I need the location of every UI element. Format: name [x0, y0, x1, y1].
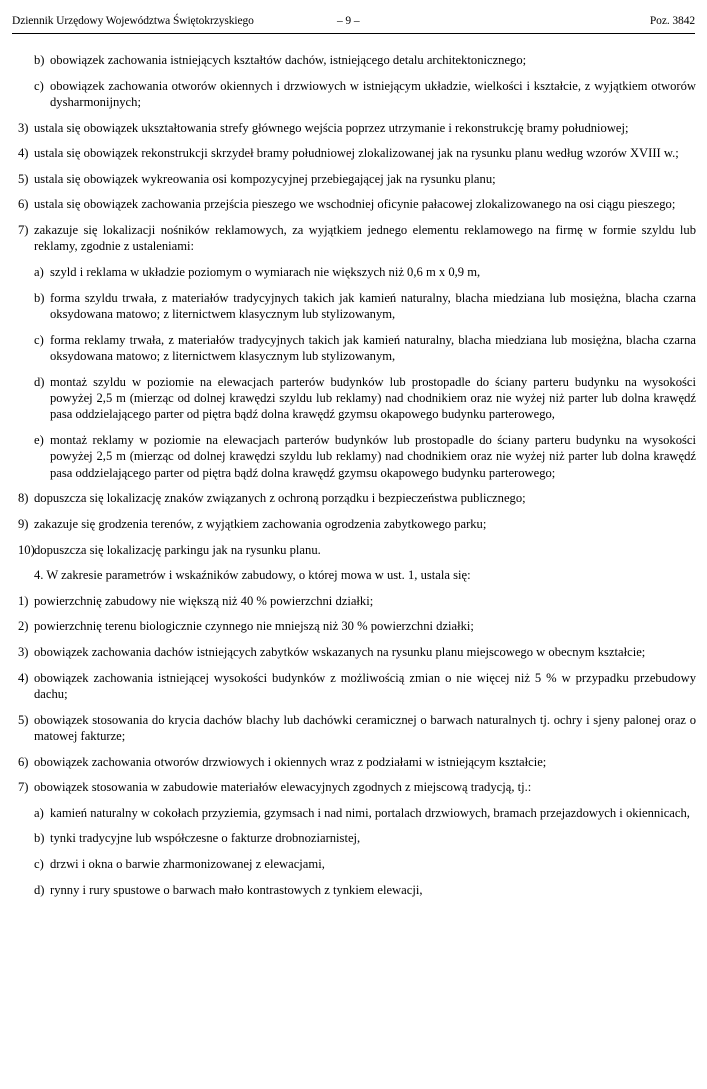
list-item [18, 222, 696, 255]
list-item-text: ustala się obowiązek rekonstrukcji skrzydeł bramy południowej zlokalizowanej jak na rysunku planu według wzorów XVIII w.; [34, 146, 679, 161]
list-marker: c) [34, 856, 44, 871]
list-item [18, 171, 696, 187]
list-item-text: forma reklamy trwała, z materiałów tradycyjnych takich jak kamień naturalny, blacha miedziana lub mosiężna, blacha czarna oksydowana matowo; z liternictwem klasycznym lub stylizowanym, [50, 332, 696, 363]
list-item [18, 856, 696, 872]
list-marker: 8) [18, 491, 29, 506]
list-marker: 1) [18, 593, 29, 608]
list-marker: 5) [18, 171, 29, 186]
header-divider [12, 33, 695, 34]
list-item [18, 290, 696, 323]
list-item [18, 264, 696, 280]
list-item [18, 52, 696, 68]
list-item [18, 516, 696, 532]
list-item [18, 805, 696, 821]
list-marker: 6) [18, 754, 29, 769]
list-marker: d) [34, 374, 45, 389]
list-item-text: kamień naturalny w cokołach przyziemia, gzymsach i nad nimi, portalach drzwiowych, bramach przejazdowych i okiennicach, [50, 805, 690, 820]
list-item [18, 670, 696, 703]
list-marker: 7) [18, 780, 29, 795]
list-item-text: obowiązek zachowania istniejącej wysokości budynków z możliwością zmian o nie więcej niż 5 % w przypadku przebudowy dachu; [34, 670, 696, 701]
list-item-text: ustala się obowiązek zachowania przejścia pieszego we wschodniej oficynie pałacowej zlokalizowanego na osi ciągu pieszego; [34, 197, 676, 212]
list-marker: b) [34, 53, 45, 67]
list-marker: 3) [18, 644, 29, 659]
list-item [18, 542, 696, 558]
list-item-text: ustala się obowiązek wykreowania osi kompozycyjnej przebiegającej jak na rysunku planu; [34, 171, 496, 186]
list-marker: 5) [18, 712, 29, 727]
list-item [18, 196, 696, 212]
list-item [18, 374, 696, 423]
list-marker: 2) [18, 619, 29, 634]
list-marker: a) [34, 264, 44, 279]
list-marker: 6) [18, 197, 29, 212]
list-item-text: obowiązek stosowania w zabudowie materiałów elewacyjnych zgodnych z miejscową tradycją, tj.: [34, 780, 532, 795]
list-item [18, 78, 696, 111]
list-item [18, 593, 696, 609]
list-marker: 9) [18, 516, 29, 531]
list-item-text: obowiązek zachowania otworów drzwiowych i okiennych wraz z podziałami w istniejącym kształcie; [34, 754, 547, 769]
list-item-text: powierzchnię zabudowy nie większą niż 40 % powierzchni działki; [34, 593, 374, 608]
list-item-text: drzwi i okna o barwie zharmonizowanej z elewacjami, [50, 856, 325, 871]
list-item-text: obowiązek zachowania dachów istniejących zabytków wskazanych na rysunku planu miejscowego w obecnym kształcie; [34, 644, 646, 659]
list-marker: c) [34, 332, 44, 347]
list-item-text: montaż reklamy w poziomie na elewacjach parterów budynków lub prostopadle do ściany parteru budynku na wysokości powyżej 2,5 m (mierząc od dolnej krawędzi szyldu lub reklamy) nad chodnikiem oraz nie wyżej niż parter lub dolna krawędź pasa oddzielającego parter od piętra bądź dolna krawędź gzymsu okapowego budynku parterowego; [50, 432, 696, 480]
list-item-text: ustala się obowiązek ukształtowania strefy głównego wejścia poprzez utrzymanie i rekonstrukcję bramy południowej; [34, 120, 629, 135]
list-marker: b) [34, 831, 45, 846]
list-item [18, 882, 696, 898]
list-marker: 4) [18, 670, 29, 685]
list-item-text: tynki tradycyjne lub współczesne o fakturze drobnoziarnistej, [50, 831, 361, 846]
list-marker: e) [34, 432, 44, 447]
list-marker: b) [34, 290, 45, 305]
list-item-text: zakazuje się grodzenia terenów, z wyjątkiem zachowania ogrodzenia zabytkowego parku; [34, 516, 487, 531]
list-item [18, 712, 696, 745]
list-item-text: szyld i reklama w układzie poziomym o wymiarach nie większych niż 0,6 m x 0,9 m, [50, 264, 481, 279]
list-item [18, 830, 696, 846]
list-item-text: obowiązek stosowania do krycia dachów blachy lub dachówki ceramicznej o barwach naturalnych tj. ochry i sjeny palonej oraz o matowej fakturze; [34, 712, 696, 743]
list-marker: 10) [18, 542, 35, 557]
list-item [18, 332, 696, 365]
list-item-text: forma szyldu trwała, z materiałów tradycyjnych takich jak kamień naturalny, blacha miedziana lub mosiężna, blacha czarna oksydowana matowo; z liternictwem klasycznym lub stylizowanym, [50, 290, 696, 321]
list-marker: d) [34, 882, 45, 897]
list-item-text: zakazuje się lokalizacji nośników reklamowych, za wyjątkiem jednego elementu reklamowego na firmę w formie szyldu lub reklamy, zgodnie z ustaleniami: [34, 222, 696, 254]
page-number: – 9 – [337, 15, 360, 27]
list-item-text: powierzchnię terenu biologicznie czynnego nie mniejszą niż 30 % powierzchni działki; [34, 619, 474, 634]
list-item-text: dopuszcza się lokalizację znaków związanych z ochroną porządku i bezpieczeństwa publicznego; [34, 491, 526, 506]
list-item [18, 432, 696, 481]
list-item [18, 490, 696, 506]
list-item-text: rynny i rury spustowe o barwach mało kontrastowych z tynkiem elewacji, [50, 882, 423, 897]
list-item [18, 618, 696, 634]
list-item [18, 779, 696, 795]
list-item-text: montaż szyldu w poziomie na elewacjach parterów budynków lub prostopadle do ściany parteru budynku na wysokości powyżej 2,5 m (mierząc od dolnej krawędzi szyldu lub reklamy) nad chodnikiem oraz nie wyżej niż parter lub dolna krawędź pasa oddzielającego parter od piętra bądź dolna krawędź gzymsu okapowego budynku parterowego, [50, 374, 696, 422]
list-item [18, 754, 696, 770]
list-marker: 4) [18, 146, 29, 161]
list-item [18, 120, 696, 136]
journal-title: Dziennik Urzędowy Województwa Świętokrzyskiego [12, 15, 254, 27]
list-marker: 3) [18, 120, 29, 135]
list-item-text: obowiązek zachowania istniejących kształtów dachów, istniejącego detalu architektonicznego; [50, 53, 527, 67]
list-item [18, 644, 696, 660]
list-item-text: dopuszcza się lokalizację parkingu jak na rysunku planu. [34, 542, 321, 557]
paragraph: 4. W zakresie parametrów i wskaźników zabudowy, o której mowa w ust. 1, ustala się: [34, 568, 471, 583]
page-header [12, 12, 695, 32]
list-item-text: obowiązek zachowania otworów okiennych i drzwiowych w istniejącym układzie, wielkości i kształcie, z wyjątkiem otworów dysharmonijnych; [50, 78, 696, 109]
list-marker: c) [34, 78, 44, 93]
list-marker: 7) [18, 222, 29, 237]
position-number: Poz. 3842 [649, 15, 695, 27]
list-marker: a) [34, 805, 44, 820]
document-body [18, 52, 696, 907]
list-item [18, 145, 696, 161]
